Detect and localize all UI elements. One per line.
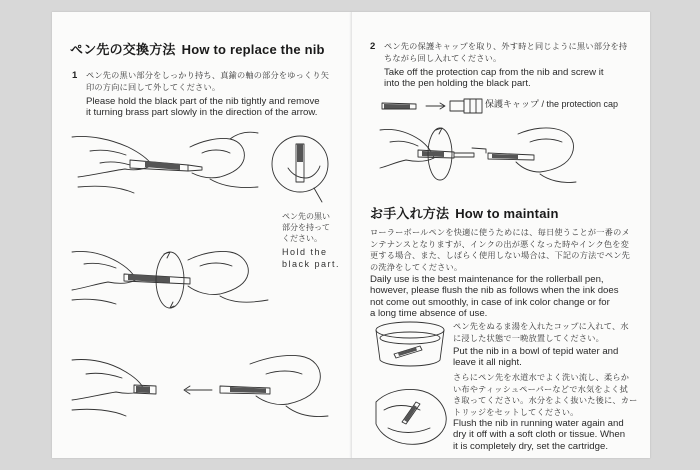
- flush-step-jp: さらにペン先を水道水でよく洗い流し、柔らか い布やティッシュペーパーなどで水気をよく拭 き取ってください。水分をよく抜いた後に、カー トリッジをセットしてください。: [453, 372, 638, 417]
- screw-in-illustration: [378, 120, 578, 188]
- maintain-intro-jp: ローラーボールペンを快適に使うためには、毎日使うことが一番のメ ンテナンスとなりますが、インクの出が悪くなった時やインク色を変 更する場合、また、しばらく使用しない場合は、下記の方法でペン先 の洗浄をしてください。: [370, 227, 631, 272]
- cloth-dry-illustration: [372, 380, 450, 450]
- maintain-title-en: How to maintain: [455, 206, 559, 221]
- twist-nib-illustration: [70, 234, 270, 324]
- step-2-number: 2: [370, 41, 376, 52]
- callout-en: Hold the black part.: [282, 247, 341, 269]
- step-2-en: Take off the protection cap from the nib and screw it into the pen holding the black part.: [384, 67, 604, 90]
- maintain-title: [370, 203, 559, 222]
- protection-cap-label: 保護キャップ / the protection cap: [485, 99, 619, 109]
- step-1-jp: ペン先の黒い部分をしっかり持ち、真鍮の軸の部分をゆっくり矢 印の方向に回して外してください。: [86, 70, 330, 92]
- right-page: [351, 12, 650, 458]
- bowl-step-en: Put the nib in a bowl of tepid water and leave it all night.: [453, 346, 619, 369]
- zoom-callout-circle: [270, 132, 330, 210]
- removed-nib-illustration: [70, 352, 330, 432]
- bowl-of-water-illustration: [372, 320, 448, 372]
- maintain-intro-en: Daily use is the best maintenance for the rollerball pen, however, please flush the nib as follows when the ink does not come out smoothly, in case of ink color change or for a long time absence of use.: [370, 274, 619, 320]
- step-1-number: 1: [72, 70, 78, 81]
- step-1-en: Please hold the black part of the nib tightly and remove it turning brass part slowly in the direction of the arrow.: [86, 96, 320, 119]
- replace-nib-title: [70, 39, 325, 58]
- callout-jp: ペン先の黒い 部分を持って ください。: [282, 212, 330, 243]
- bowl-step-jp: ペン先をぬるま湯を入れたコップに入れて、水 に浸した状態で一晩放置してください。: [453, 321, 629, 343]
- maintain-title-jp: お手入れ方法: [370, 207, 450, 222]
- step-2-jp: ペン先の保護キャップを取り、外す時と同じように黒い部分を持 ちながら回し入れてください。: [384, 41, 628, 63]
- hands-hold-nib-illustration: [70, 127, 260, 207]
- left-page: [52, 12, 351, 458]
- protection-cap-diagram: [380, 94, 490, 118]
- title-jp: ペン先の交換方法: [70, 43, 176, 58]
- title-en: How to replace the nib: [181, 42, 325, 57]
- flush-step-en: Flush the nib in running water again and dry it off with a soft cloth or tissue. When it is completely dry, set the cartridge.: [453, 418, 626, 452]
